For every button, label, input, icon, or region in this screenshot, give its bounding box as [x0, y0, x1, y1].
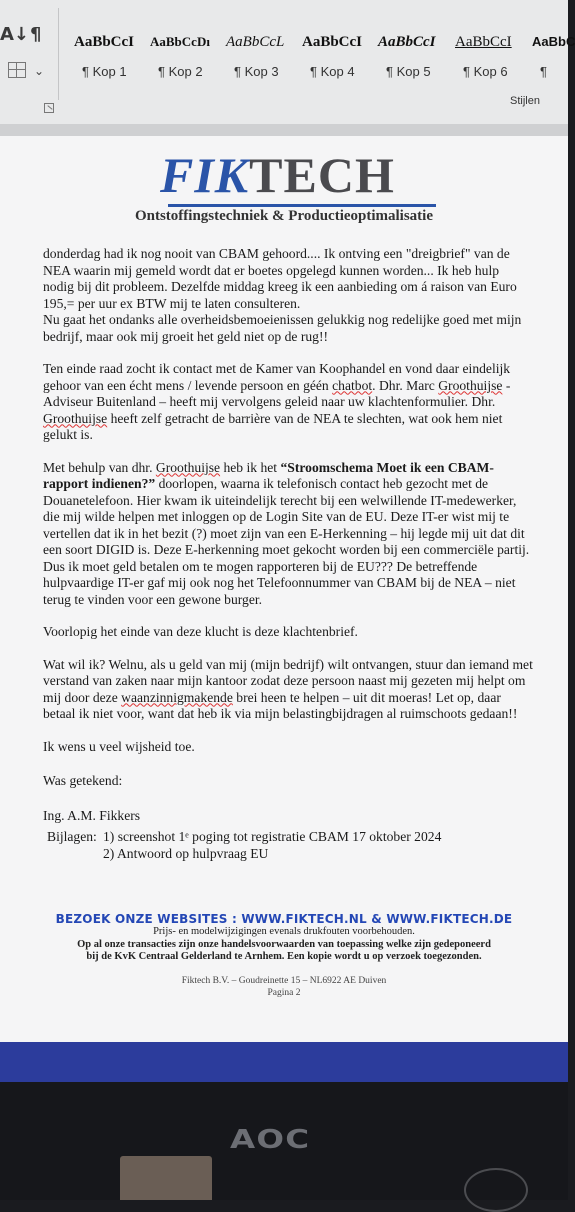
page-number: Pagina 2	[267, 987, 301, 998]
style-preview: AaBbC	[532, 34, 575, 49]
footer-line: bij de KvK Centraal Gelderland te Arnhem. Een kopie wordt u op verzoek toegezonden.	[86, 951, 482, 962]
logo-fik: FIK	[160, 147, 250, 203]
letter-body	[43, 246, 533, 842]
signature-label: Was getekend:	[43, 773, 123, 788]
desk-object	[120, 1156, 212, 1200]
chevron-down-icon[interactable]: ⌄	[34, 64, 45, 78]
ribbon-divider	[58, 8, 59, 100]
sort-az-icon[interactable]: A↓	[0, 24, 30, 45]
letter-footer	[0, 912, 568, 999]
paragraph: Met behulp van dhr. Groothuijse heb ik het “Stroomschema Moet ik een CBAM-rapport indienen?” doorlopen, waarna ik telefonisch contact heb gezocht met de Douanetelefoon. Hier kwam ik uiteindelijk terecht bij een welwillende IT-medewerker, die mij wilde helpen met inloggen op de Login Site van de EU. Deze IT-er wist mij te vertellen dat ik in het bezit (?) moet zijn van een E-Herkenning – hij legde mij uit dat dit een soort DIGID is. Deze E-herkenning moet gekocht worden bij een commerciële partij. Dus ik moet geld betalen om te mogen rapporteren bij de EU??? De betreffende hulpvaardige IT-er gaf mij ook nog het Telefoonnummer van CBAM bij de NEA – niet terug te vinden voor een gewone burger.	[43, 459, 530, 607]
paragraph: Wat wil ik? Welnu, als u geld van mij (mijn bedrijf) wilt ontvangen, stuur dan iemand met verstand van zaken naar mijn kantoor zodat deze persoon naast mij gezeten mij helpt om mij door deze waanzinnigmakende brei heen te helpen – uit dit moeras! Let op, daar betaal ik niet voor, want dat heb ik via mijn belastingbijdragen al ruimschoots gedaan!!	[43, 656, 533, 721]
word-ribbon	[0, 0, 575, 125]
paragraph: Ten einde raad zocht ik contact met de Kamer van Koophandel en vond daar eindelijk gehoor van een écht mens / levende persoon en géén chatbot. Dhr. Marc Groothuijse - Adviseur Buitenland – heeft mij vervolgens geleid naar uw klachtenformulier. Dhr. Groothuijse heeft zelf getracht de barrière van de NEA te slechten, wat ook hem niet gelukt is.	[43, 361, 511, 442]
footer-line: Prijs- en modelwijzigingen evenals drukfouten voorbehouden.	[153, 926, 415, 937]
style-kop4[interactable]	[302, 24, 382, 94]
footer-line: Op al onze transacties zijn onze handelsvoorwaarden van toepassing welke zijn gedeponeerd	[77, 938, 491, 950]
style-preview: AaBbCcL	[226, 34, 285, 50]
document-page[interactable]	[0, 136, 568, 1042]
spelling-flag[interactable]: Groothuijse	[438, 377, 503, 393]
attachment-item: 2) Antwoord op hulpvraag EU	[103, 846, 269, 861]
logo-underline	[168, 204, 436, 207]
attachments-label: Bijlagen:	[47, 829, 97, 844]
style-preview: AaBbCcI	[455, 34, 512, 50]
style-preview: AaBbCcI	[74, 34, 135, 50]
paragraph: donderdag had ik nog nooit van CBAM gehoord.... Ik ontving een "dreigbrief" van de NEA waarin mij gemeld wordt dat er boetes opgelegd kunnen worden... Ik heb hulp nodig bij dit probleem. Dezelfde middag kreeg ik een aanbieding om á raison van Euro 195,= per uur ex BTW mij te laten consulteren. Nu gaat het ondanks alle overheidsbemoeienissen gelukkig nog redelijke goed met mijn bedrijf, maar ook mij groeit het geld niet op de rug!!	[43, 246, 522, 344]
style-name: ¶ Kop 2	[158, 64, 203, 79]
style-next[interactable]	[532, 24, 575, 94]
style-kop3[interactable]	[226, 24, 306, 94]
spelling-flag[interactable]: chatbot	[332, 377, 373, 393]
style-kop1[interactable]	[74, 24, 154, 94]
pilcrow-icon[interactable]: ¶	[30, 24, 42, 45]
attachment-item: 1) screenshot 1ᵉ poging tot registratie CBAM 17 oktober 2024	[103, 829, 442, 844]
style-kop5[interactable]	[378, 24, 458, 94]
style-kop6[interactable]	[455, 24, 535, 94]
style-name: ¶ Kop 5	[386, 64, 431, 79]
spelling-flag[interactable]: Groothuijse	[155, 459, 221, 475]
letterhead-subtitle: Ontstoffingstechniek & Productieoptimalisatie	[134, 208, 434, 224]
style-preview: AaBbCcI	[302, 34, 363, 50]
paragraph: Voorlopig het einde van deze klucht is deze klachtenbrief.	[43, 624, 358, 639]
logo-tech: TECH	[249, 147, 395, 203]
style-name: ¶ Kop 4	[310, 64, 355, 79]
spelling-flag[interactable]: waanzinnigmakende	[121, 689, 233, 705]
styles-group-label: Stijlen	[510, 95, 540, 107]
attachments	[47, 828, 441, 862]
style-preview: AaBbCcI	[378, 34, 436, 50]
desk-object	[464, 1168, 528, 1212]
monitor-logo: AOC	[229, 1125, 311, 1155]
spelling-flag[interactable]: Groothuijse	[43, 410, 108, 426]
dialog-launcher-icon[interactable]	[44, 103, 54, 113]
footer-address: Fiktech B.V. – Goudreinette 15 – NL6922 AE Duiven	[181, 975, 387, 986]
style-name: ¶ Kop 6	[463, 64, 508, 79]
borders-icon[interactable]	[8, 62, 26, 78]
style-name: ¶ Kop 3	[234, 64, 279, 79]
taskbar	[0, 1042, 568, 1082]
closing-line: Ik wens u veel wijsheid toe.	[43, 738, 195, 754]
footer-websites: BEZOEK ONZE WEBSITES : WWW.FIKTECH.NL & WWW.FIKTECH.DE	[55, 912, 513, 926]
horizontal-ruler[interactable]	[0, 124, 568, 136]
style-name: ¶ Kop 1	[82, 64, 127, 79]
style-preview: AaBbCcDı	[150, 34, 210, 49]
style-name: ¶	[540, 64, 547, 79]
style-kop2[interactable]	[150, 24, 230, 94]
signatory-name: Ing. A.M. Fikkers	[43, 807, 141, 823]
